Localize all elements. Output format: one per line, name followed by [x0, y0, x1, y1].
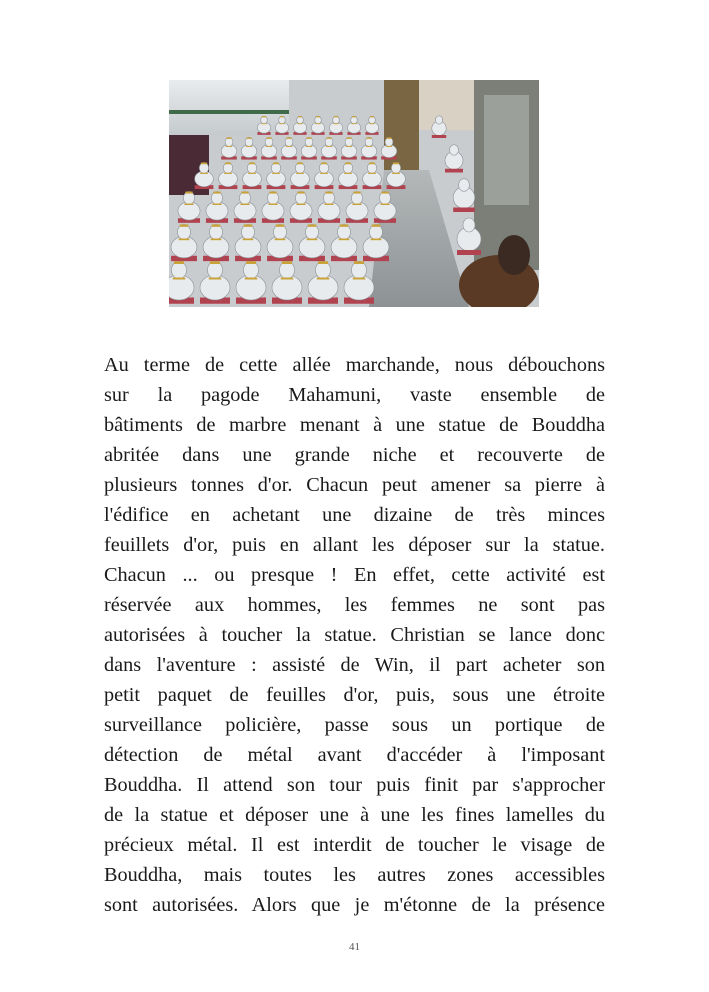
photo-illustration: [169, 80, 539, 307]
text-line: bâtiments de marbre menant à une statue de Bouddha: [104, 414, 605, 436]
shelf-upper-left: [169, 80, 289, 135]
page-number: 41: [349, 941, 360, 953]
text-line: de la statue et déposer une à une les fines lamelles du: [104, 804, 605, 826]
text-line: dans l'aventure : assisté de Win, il part acheter son: [104, 654, 605, 676]
text-line: sont autorisées. Alors que je m'étonne de la présence: [104, 894, 605, 916]
text-line: l'édifice en achetant une dizaine de très minces: [104, 504, 605, 526]
text-line: surveillance policière, passe sous un portique de: [104, 714, 605, 736]
text-line: abritée dans une grande niche et recouverte de: [104, 444, 605, 466]
text-line: réservée aux hommes, les femmes ne sont pas: [104, 594, 605, 616]
text-line: Bouddha. Il attend son tour puis finit par s'approcher: [104, 774, 605, 796]
text-line: Chacun ... ou presque ! En effet, cette activité est: [104, 564, 605, 586]
shelf-bar-green: [169, 110, 289, 114]
body-paragraph: [104, 350, 605, 920]
buddha-statues-photo: [169, 80, 539, 307]
back-shelves: [419, 80, 479, 130]
text-line: Bouddha, mais toutes les autres zones accessibles: [104, 864, 605, 886]
text-line: autorisées à toucher la statue. Christian se lance donc: [104, 624, 605, 646]
text-line: précieux métal. Il est interdit de toucher le visage de: [104, 834, 605, 856]
text-line: sur la pagode Mahamuni, vaste ensemble de: [104, 384, 605, 406]
text-line: petit paquet de feuilles d'or, puis, sous une étroite: [104, 684, 605, 706]
text-line: détection de métal avant d'accéder à l'imposant: [104, 744, 605, 766]
text-line: feuillets d'or, puis en allant les déposer sur la statue.: [104, 534, 605, 556]
text-line: Au terme de cette allée marchande, nous débouchons: [104, 354, 605, 376]
text-line: plusieurs tonnes d'or. Chacun peut amener sa pierre à: [104, 474, 605, 496]
door-panel: [484, 95, 529, 205]
dark-statue-head: [498, 235, 530, 275]
